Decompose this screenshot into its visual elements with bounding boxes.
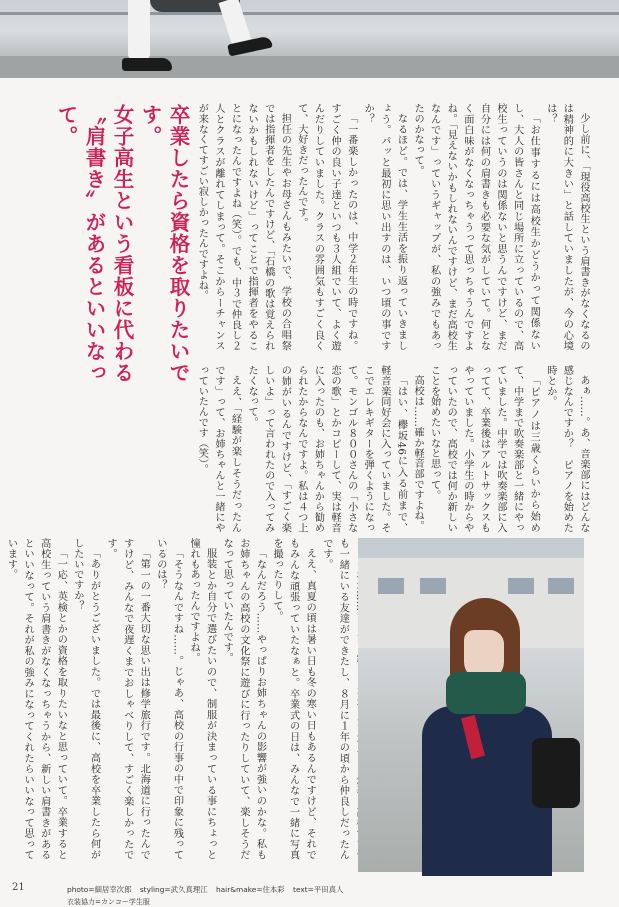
paragraph: 「お仕事するには高校生かどうかって関係ないし、大人の皆さんと同じ場所に立っているので、高校生っていうのは関係ないと思うんですけど、まだ自分には何の肩書きも必要な気がしていて。何となく面白味がなくなっちゃうって思っちゃうんですよね。「見えないかもしれないんですけど、まだ高校生なんです」っていうギャップが、私の強みでもあったのかなって。 <box>412 103 540 351</box>
railing <box>0 12 619 15</box>
credit-hair-make: hair&make=住本彩 <box>215 885 285 894</box>
paragraph: 少し前に、「現役高校生という肩書きがなくなるのは精神的に大きい」と話していましたが、今の心境は？ <box>544 103 589 351</box>
page-number: 21 <box>12 882 25 893</box>
top-photo <box>0 0 619 78</box>
paragraph: も一緒にいる友達ができたし、８月に１年の頃から仲良しだったんです。 <box>320 538 349 860</box>
credit-cooperation: 衣装協力=カンコー学生服 <box>67 898 150 906</box>
window <box>508 578 534 594</box>
paragraph: 服装とか自分で選びたいので、制服が決まっている事にちょっと憧れもあったんですよね。 <box>188 538 216 860</box>
scarf <box>446 672 526 714</box>
paragraph: 高校は……確か軽音部ですよね。 <box>412 375 424 532</box>
paragraph: 「一応、英検とかの資格を取りたいなと思っていて。卒業すると高校生っていう肩書きがなくなっちゃうから、新しい肩書きがあるといいなって。それが私の強みになってくれたらいいなって思っています。 <box>5 538 67 860</box>
window <box>378 578 404 594</box>
portrait-photo <box>358 538 584 872</box>
body-column-1 <box>101 103 591 351</box>
credits <box>67 884 349 895</box>
credit-photo: photo=細居幸次郎 <box>67 885 132 894</box>
body-column-3 <box>5 538 367 860</box>
paragraph: 担任の先生やお母さんもみたいで、学校の合唱祭では指揮者をしたんですけど、「石橋の歌は覚えられないかもしれないけど」ってことで指揮者をやることになったんですよね（笑）。でも、中３で仲良し２人とクラスが離れてしまって。そこからーチャンスが来なくてすごい寂しかったんですよね。 <box>196 103 291 351</box>
credit-styling: styling=武久真理江 <box>139 885 208 894</box>
paragraph: 「なんだろう……やっぱりお姉ちゃんの影響が強いのかな。私もお姉ちゃんの高校の文化祭に遊びに行ったりしていて、楽しそうだなって思っていたんです。 <box>221 538 266 860</box>
headline-line-2: 女子高生という看板に代わる <box>110 104 134 384</box>
paragraph: なるほど。では、学生生活を振り返っていきましょう。パッと最初に思い出すのは、いつ頃の事ですか？ <box>362 103 407 351</box>
body-column-2 <box>51 365 591 533</box>
left-leg <box>128 0 150 60</box>
window <box>420 578 446 594</box>
window <box>548 578 574 594</box>
headline-line-3: 〝肩書き〟があるといいなって。 <box>54 104 106 384</box>
left-shoe <box>122 58 172 71</box>
pavement <box>0 56 619 78</box>
paragraph: 「はい、欅坂46に入る前まで、軽音楽同好会に入っていました。そこでエレキギターを弾くようになって。モンゴル８００さんの「小さな恋の歌」とかコピーして、実は軽音に入ったのも、お姉ちゃんから勧められたからなんですよ。私は４つ上の姉がいるんですけど、「すごく楽しいよ」って言われたので入ってみたくなって。 <box>246 365 407 533</box>
paragraph: 「ありがとうございました。では最後に、高校を卒業したら何がしたいですか？ <box>71 538 100 860</box>
paragraph: 「第一の一番大切な思い出は修学旅行です。北海道に行ったんですけど、みんなで夜遅くまでおしゃべりして、すごく楽しかったです。 <box>105 538 150 860</box>
paragraph: あぁ……。あ、音楽部にはどんな感じなんですか？ ピアノを始めた時とか。 <box>544 365 589 533</box>
paragraph: 「ピアノは三歳くらいから始めて、中学まで吹奏楽部と一緒にやっていました。中学では吹奏楽部に入ってて、卒業後はアルトサックスもやっていました。小学生の時からやっていたので、高校では何か新しいことを始めたいなと思って。 <box>428 365 540 533</box>
paragraph: ええ、「経験が楽しそうだったんです」って、お姉ちゃんと一緒にやっていたんです（笑）。 <box>196 365 241 533</box>
headline-line-1: 卒業したら資格を取りたいです。 <box>138 104 190 384</box>
school-bag <box>532 738 580 808</box>
paragraph: 「一番楽しかったのは、中学２年生の時ですね。すごく仲の良い子達といつも３人組でいて、よく遊んだりしていました。クラスの雰囲気もすごく良くて、大好きだったんです。 <box>295 103 357 351</box>
paragraph: ええ、真夏の頃は暑い日も冬の寒い日もあるんですけど、それでもみんな頑張っていたなぁと。卒業式の日は、みんなで一緒に写真を撮ったりして。 <box>271 538 316 860</box>
credit-text: text=平田真人 <box>293 885 344 894</box>
right-leg <box>218 0 251 45</box>
paragraph: 「そうなんですね……。じゃあ、高校の行事の中で印象に残っているのは？ <box>154 538 183 860</box>
